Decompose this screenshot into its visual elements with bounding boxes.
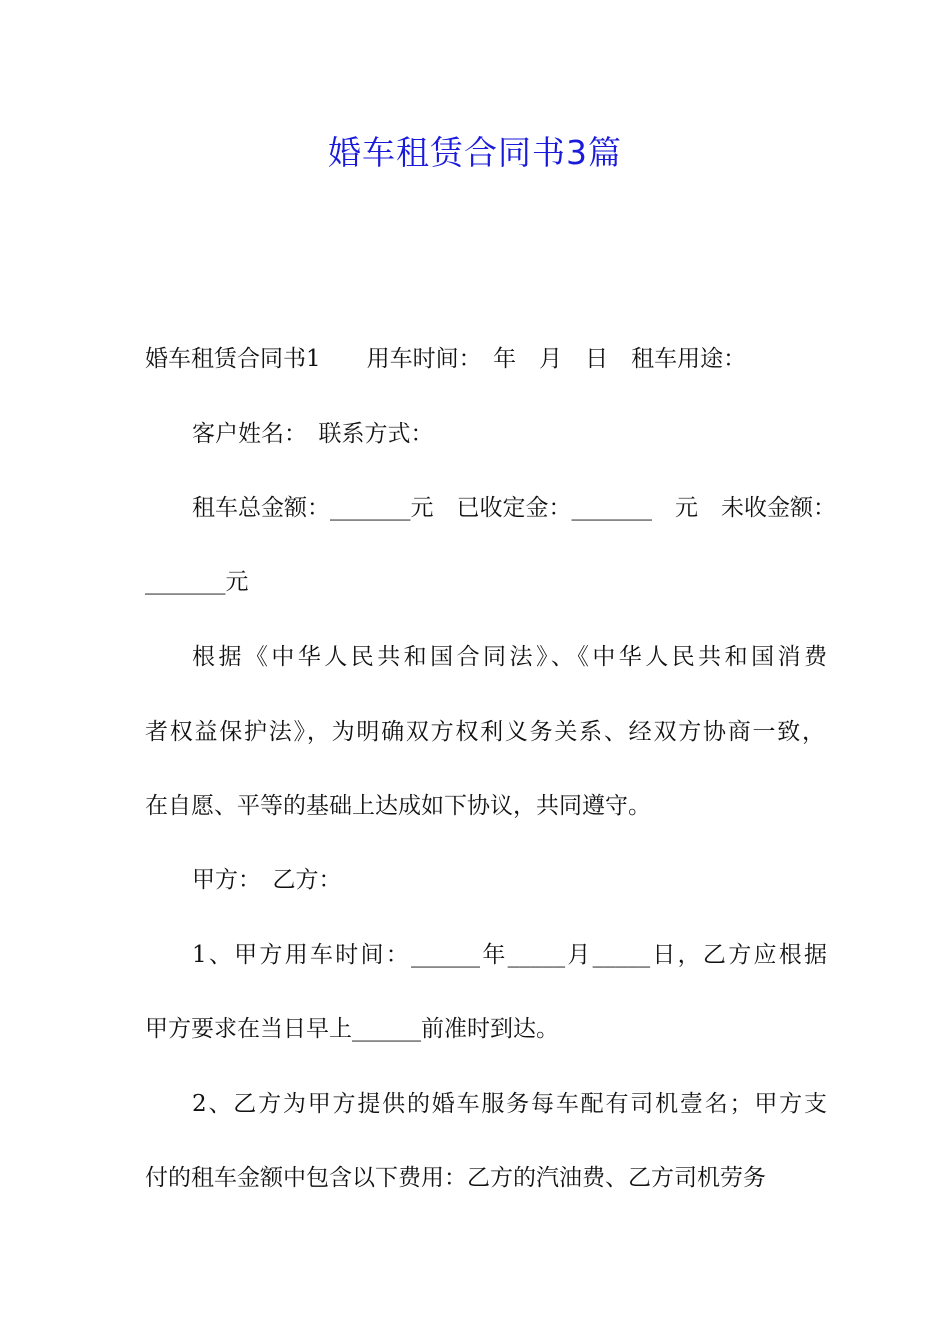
paragraph-basis-line-3: 在自愿、平等的基础上达成如下协议，共同遵守。 xyxy=(145,793,651,819)
clause-1-line-2: 甲方要求在当日早上______前准时到达。 xyxy=(145,1016,559,1042)
document-title: 婚车租赁合同书3篇 xyxy=(328,133,622,172)
paragraph-basis-line-1: 根据《中华人民共和国合同法》、《中华人民共和国消费 xyxy=(192,644,827,670)
amount-line: 租车总金额：_______元 已收定金：_______ 元 未收金额： xyxy=(192,495,836,521)
customer-info-line: 客户姓名： 联系方式： xyxy=(192,421,434,447)
amount-line-continued: _______元 xyxy=(145,569,249,595)
clause-2-line-1: 2、乙方为甲方提供的婚车服务每车配有司机壹名；甲方支 xyxy=(192,1091,827,1117)
contract-header-line: 婚车租赁合同书1 用车时间： 年 月 日 租车用途： xyxy=(145,346,747,372)
clause-2-line-2: 付的租车金额中包含以下费用：乙方的汽油费、乙方司机劳务 xyxy=(145,1165,766,1191)
parties-line: 甲方： 乙方： xyxy=(192,867,342,893)
clause-1-line-1: 1、甲方用车时间：______年_____月_____日，乙方应根据 xyxy=(192,942,827,968)
paragraph-basis-line-2: 者权益保护法》，为明确双方权利义务关系、经双方协商一致， xyxy=(145,719,825,745)
